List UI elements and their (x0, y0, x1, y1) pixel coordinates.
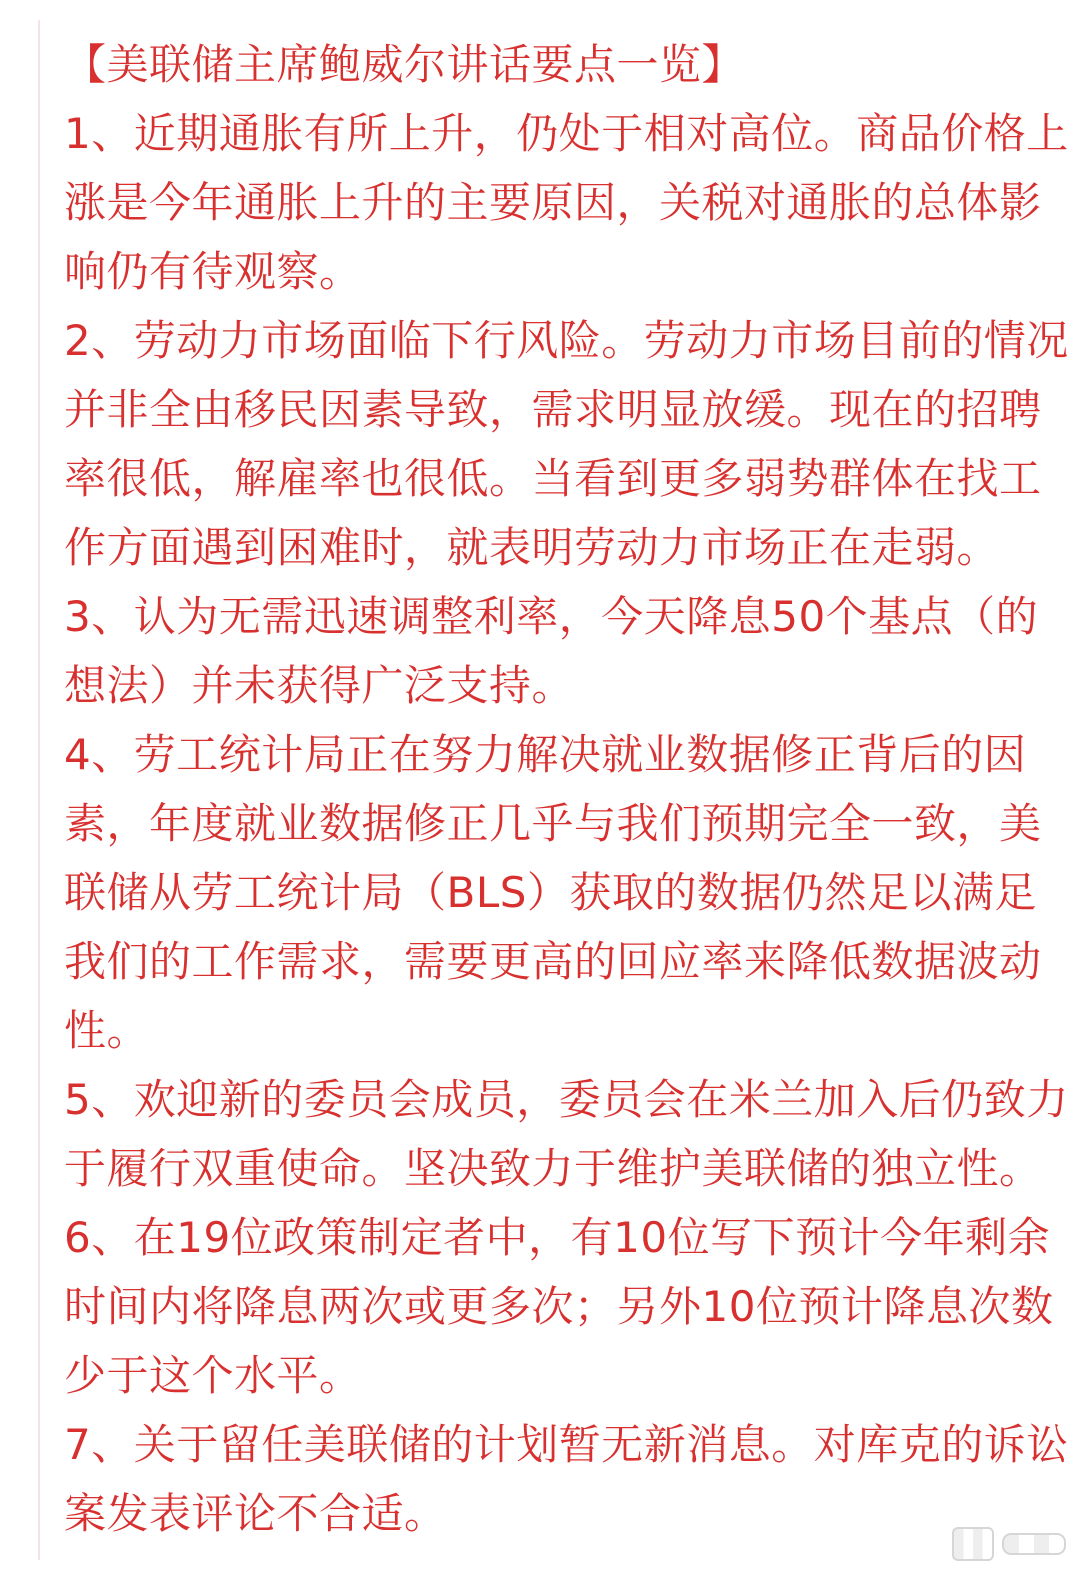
point-text-line: 率很低，解雇率也很低。当看到更多弱势群体在找工 (64, 454, 1042, 503)
point-5 (64, 1065, 1069, 1203)
point-text-line: 作方面遇到困难时，就表明劳动力市场正在走弱。 (64, 523, 1000, 572)
platform-watermark-icon (916, 1522, 1066, 1566)
point-text-line: 7、关于留任美联储的计划暂无新消息。对库克的诉讼 (64, 1420, 1069, 1469)
point-text-line: 响仍有待观察。 (64, 247, 362, 296)
point-text-line: 于履行双重使命。坚决致力于维护美联储的独立性。 (64, 1144, 1042, 1193)
page-title: 【美联储主席鲍威尔讲话要点一览】 (64, 40, 745, 89)
left-margin-rule (38, 20, 40, 1560)
watermark-logo-icon (952, 1527, 994, 1561)
point-text-line: 性。 (64, 1006, 150, 1055)
point-text-line: 2、劳动力市场面临下行风险。劳动力市场目前的情况 (64, 316, 1069, 365)
point-text-line: 1、近期通胀有所上升，仍处于相对高位。商品价格上 (64, 109, 1069, 158)
point-text-line: 3、认为无需迅速调整利率，今天降息50个基点（的 (64, 592, 1039, 641)
point-text-line: 时间内将降息两次或更多次；另外10位预计降息次数 (64, 1282, 1054, 1331)
point-3 (64, 582, 1054, 720)
point-text-line: 联储从劳工统计局（BLS）获取的数据仍然足以满足 (64, 868, 1037, 917)
point-text-line: 案发表评论不合适。 (64, 1489, 447, 1538)
point-1 (64, 99, 1069, 306)
point-text-line: 并非全由移民因素导致，需求明显放缓。现在的招聘 (64, 385, 1042, 434)
watermark-logo-icon (1002, 1533, 1066, 1555)
point-text-line: 素，年度就业数据修正几乎与我们预期完全一致，美 (64, 799, 1042, 848)
point-4 (64, 720, 1054, 1065)
point-6 (64, 1203, 1054, 1410)
point-text-line: 我们的工作需求，需要更高的回应率来降低数据波动 (64, 937, 1042, 986)
point-text-line: 想法）并未获得广泛支持。 (64, 661, 575, 710)
point-2 (64, 306, 1069, 582)
point-text-line: 少于这个水平。 (64, 1351, 362, 1400)
article-content (64, 30, 1069, 1548)
point-text-line: 4、劳工统计局正在努力解决就业数据修正背后的因 (64, 730, 1027, 779)
point-text-line: 涨是今年通胀上升的主要原因，关税对通胀的总体影 (64, 178, 1042, 227)
point-text-line: 6、在19位政策制定者中，有10位写下预计今年剩余 (64, 1213, 1051, 1262)
point-text-line: 5、欢迎新的委员会成员，委员会在米兰加入后仍致力 (64, 1075, 1069, 1124)
point-7 (64, 1410, 1069, 1548)
